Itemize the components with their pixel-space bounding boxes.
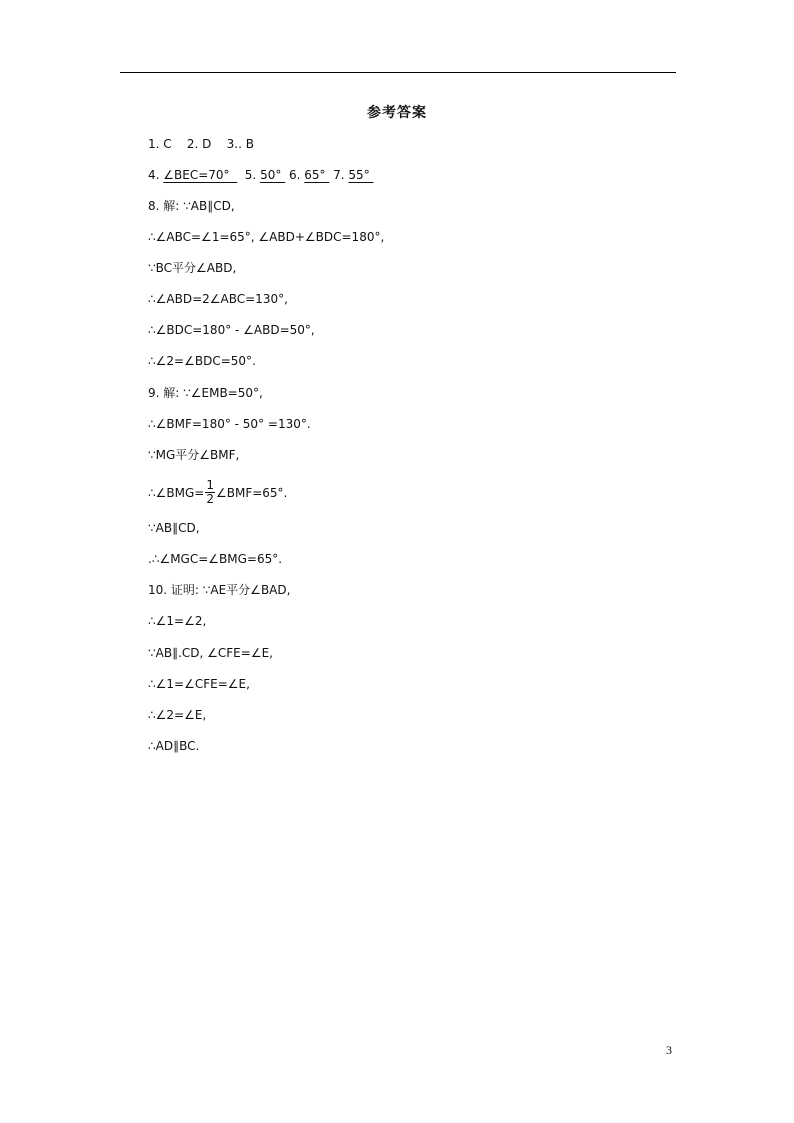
proof-line-20: ∴AD∥BC.	[148, 739, 200, 753]
proof-line-19: ∴∠2=∠E,	[148, 708, 207, 722]
solution-line-13: ∵AB∥CD,	[148, 521, 200, 535]
page-number: 3	[666, 1043, 672, 1057]
solution-line-10: ∴∠BMF=180° - 50° =130°.	[148, 417, 311, 431]
solution-line-11: ∵MG平分∠BMF,	[148, 448, 240, 462]
q6-number: 6.	[285, 168, 305, 182]
q5-number: 5.	[237, 168, 261, 182]
line-12-prefix: ∴∠BMG=	[148, 486, 205, 500]
q4-answer: ∠BEC=70°	[163, 168, 238, 182]
q7-number: 7.	[329, 168, 349, 182]
solution-line-14: .∴∠MGC=∠BMG=65°.	[148, 552, 283, 566]
solution-line-4: ∴∠ABC=∠1=65°, ∠ABD+∠BDC=180°,	[148, 230, 385, 244]
page-title: 参考答案	[367, 105, 427, 121]
q7-answer: 55°	[348, 168, 374, 182]
solution-line-3: 8. 解: ∵AB∥CD,	[148, 199, 235, 213]
fraction-denominator: 2	[206, 492, 214, 506]
solution-line-7: ∴∠BDC=180° - ∠ABD=50°,	[148, 323, 315, 337]
answer-line-1: 1. C 2. D 3.. B	[148, 137, 254, 151]
q5-answer: 50°	[260, 168, 286, 182]
proof-line-16: ∴∠1=∠2,	[148, 614, 207, 628]
fraction-numerator: 1	[206, 478, 214, 492]
proof-line-17: ∵AB∥.CD, ∠CFE=∠E,	[148, 646, 273, 660]
q4-number: 4.	[148, 168, 164, 182]
header-rule	[120, 72, 676, 73]
proof-line-15: 10. 证明: ∵AE平分∠BAD,	[148, 583, 291, 597]
solution-line-8: ∴∠2=∠BDC=50°.	[148, 354, 256, 368]
solution-line-9: 9. 解: ∵∠EMB=50°,	[148, 386, 263, 400]
answer-line-2	[148, 167, 374, 183]
q6-answer: 65°	[304, 168, 330, 182]
solution-line-6: ∴∠ABD=2∠ABC=130°,	[148, 292, 288, 306]
fraction-one-half	[205, 479, 215, 506]
line-12-suffix: ∠BMF=65°.	[215, 486, 288, 500]
solution-line-5: ∵BC平分∠ABD,	[148, 261, 237, 275]
solution-line-12	[148, 480, 287, 507]
proof-line-18: ∴∠1=∠CFE=∠E,	[148, 677, 250, 691]
